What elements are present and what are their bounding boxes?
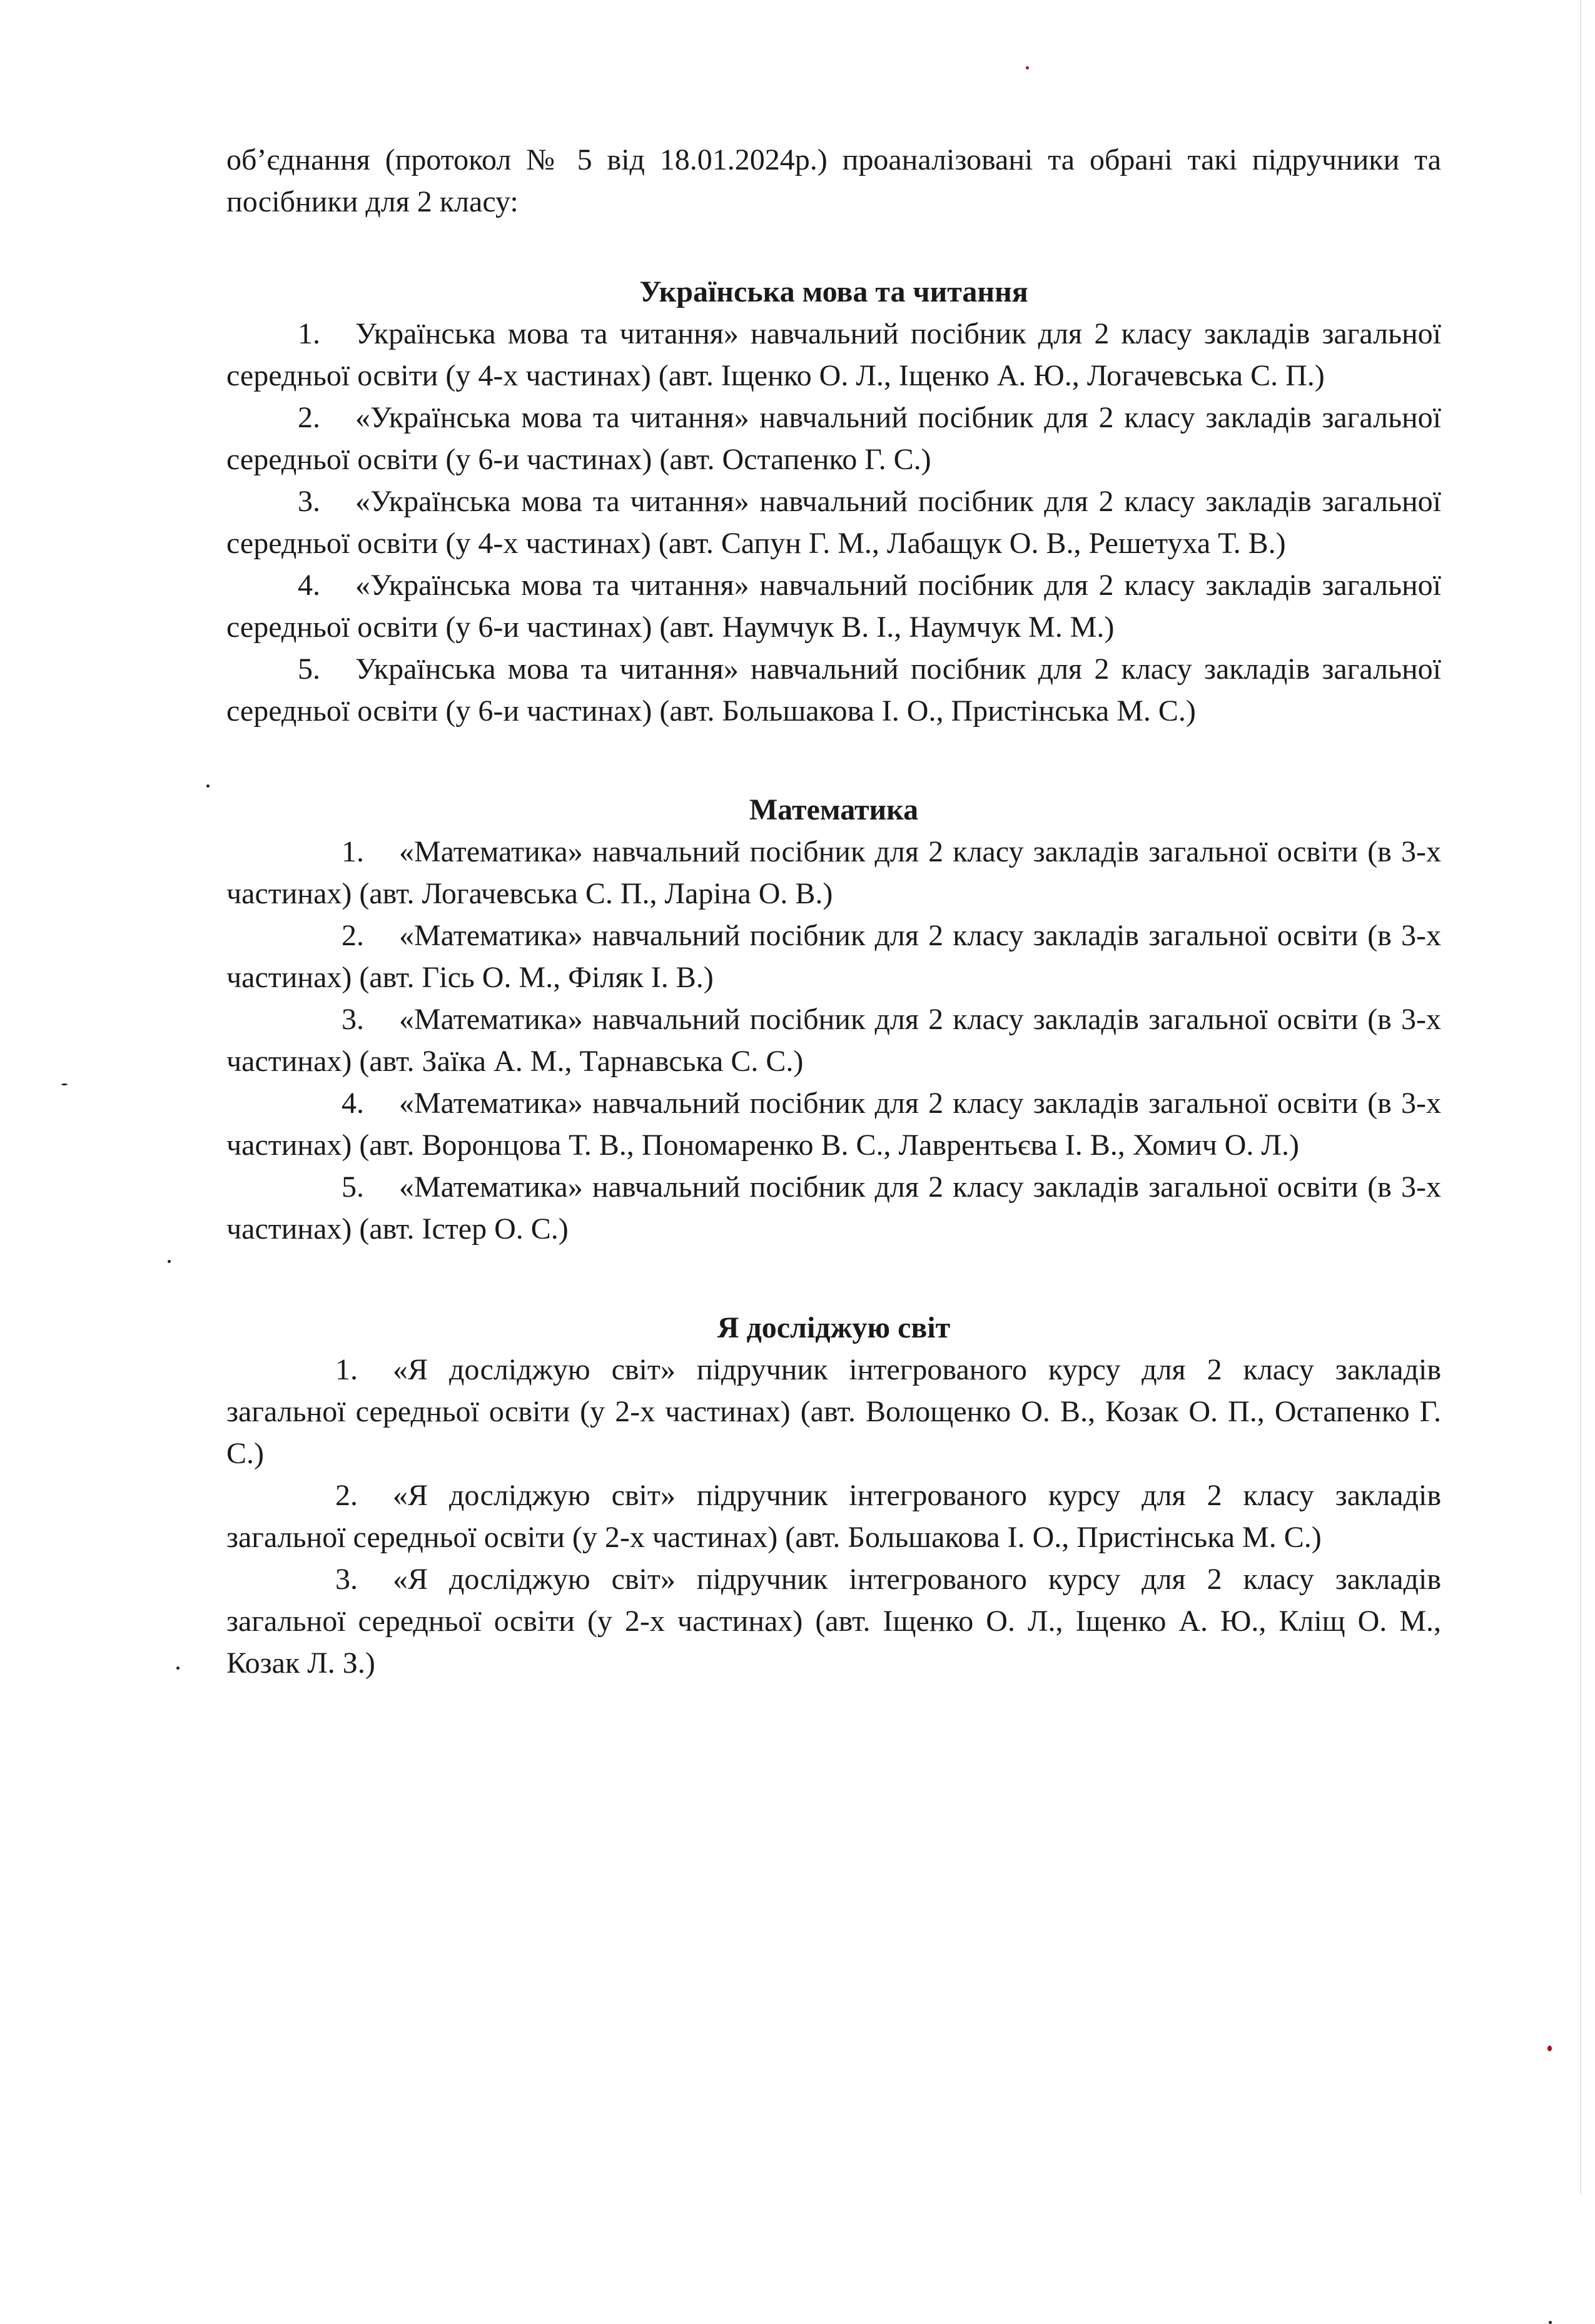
item-number: 3.: [335, 1563, 358, 1596]
item-text: «Я досліджую світ» підручник інтегрованого курсу для 2 класу закладів загальної середньої освіти (у 2-х частинах) (авт. Іщенко О. Л., Іщенко А. Ю., Кліщ О. М., Козак Л. З.): [226, 1563, 1441, 1680]
item-text: «Математика» навчальний посібник для 2 класу закладів загальної освіти (в 3-х частинах) (авт. Гісь О. М., Філяк І. В.): [226, 919, 1441, 994]
item-number: 2.: [342, 919, 364, 952]
item-number: 1.: [335, 1353, 358, 1386]
intro-paragraph: об’єднання (протокол № 5 від 18.01.2024р.) проаналізовані та обрані такі підручники та посібники для 2 класу:: [226, 143, 1441, 218]
item-number: 5.: [298, 652, 320, 686]
list-item: [226, 998, 1441, 1082]
list-item: [226, 831, 1441, 915]
list-item: [226, 313, 1441, 397]
section-title-math: Математика: [749, 793, 919, 826]
list-item: [226, 397, 1441, 480]
scan-speck: [168, 1260, 171, 1263]
list-item: [226, 1474, 1441, 1558]
scan-speck: [61, 1083, 68, 1085]
list-item: [226, 648, 1441, 732]
item-number: 4.: [342, 1087, 364, 1120]
list-item: [226, 1349, 1441, 1474]
scan-edge-shadow: [1580, 0, 1581, 2195]
item-number: 1.: [342, 835, 364, 868]
item-number: 3.: [298, 485, 320, 518]
item-text: «Математика» навчальний посібник для 2 класу закладів загальної освіти (в 3-х частинах) (авт. Заїка А. М., Тарнавська С. С.): [226, 1003, 1441, 1078]
list-item: [226, 915, 1441, 998]
section-title-ukrainian: Українська мова та читання: [639, 275, 1028, 308]
list-math: [226, 831, 1441, 1250]
item-number: 2.: [298, 401, 320, 434]
item-text: «Математика» навчальний посібник для 2 класу закладів загальної освіти (в 3-х частинах) (авт. Істер О. С.): [226, 1170, 1441, 1246]
document-page: [226, 139, 1441, 1684]
section-title-world: Я досліджую світ: [717, 1311, 951, 1344]
item-text: «Я досліджую світ» підручник інтегрованого курсу для 2 класу закладів загальної середньої освіти (у 2-х частинах) (авт. Волощенко О. В., Козак О. П., Остапенко Г. С.): [226, 1353, 1441, 1470]
list-item: [226, 480, 1441, 564]
scan-speck: [1547, 2046, 1552, 2051]
list-item: [226, 1166, 1441, 1250]
list-item: [226, 564, 1441, 648]
item-text: «Математика» навчальний посібник для 2 класу закладів загальної освіти (в 3-х частинах) (авт. Логачевська С. П., Ларіна О. В.): [226, 835, 1441, 910]
item-number: 2.: [335, 1479, 358, 1512]
item-number: 5.: [342, 1170, 364, 1204]
list-item: [226, 1082, 1441, 1166]
list-item: [226, 1558, 1441, 1684]
item-number: 4.: [298, 569, 320, 602]
list-world: [226, 1349, 1441, 1684]
scan-speck: [176, 1667, 180, 1670]
scan-speck: [206, 784, 210, 788]
item-text: Українська мова та читання» навчальний посібник для 2 класу закладів загальної середньої освіти (у 6-и частинах) (авт. Большакова І. О., Пристінська М. С.): [226, 652, 1441, 728]
list-ukrainian: [226, 313, 1441, 732]
scan-speck: [1026, 66, 1029, 69]
item-number: 3.: [342, 1003, 364, 1036]
item-text: «Я досліджую світ» підручник інтегрованого курсу для 2 класу закладів загальної середньої освіти (у 2-х частинах) (авт. Большакова І. О., Пристінська М. С.): [226, 1479, 1441, 1554]
scan-speck: [1549, 2321, 1552, 2324]
item-text: «Українська мова та читання» навчальний посібник для 2 класу закладів загальної середньої освіти (у 4-х частинах) (авт. Сапун Г. М., Лабащук О. В., Решетуха Т. В.): [226, 485, 1441, 560]
item-text: «Українська мова та читання» навчальний посібник для 2 класу закладів загальної середньої освіти (у 6-и частинах) (авт. Наумчук В. І., Наумчук М. М.): [226, 569, 1441, 644]
item-text: Українська мова та читання» навчальний посібник для 2 класу закладів загальної середньої освіти (у 4-х частинах) (авт. Іщенко О. Л., Іщенко А. Ю., Логачевська С. П.): [226, 317, 1441, 392]
item-number: 1.: [298, 317, 320, 350]
item-text: «Математика» навчальний посібник для 2 класу закладів загальної освіти (в 3-х частинах) (авт. Воронцова Т. В., Пономаренко В. С., Лаврентьєва І. В., Хомич О. Л.): [226, 1087, 1441, 1162]
item-text: «Українська мова та читання» навчальний посібник для 2 класу закладів загальної середньої освіти (у 6-и частинах) (авт. Остапенко Г. С.): [226, 401, 1441, 476]
